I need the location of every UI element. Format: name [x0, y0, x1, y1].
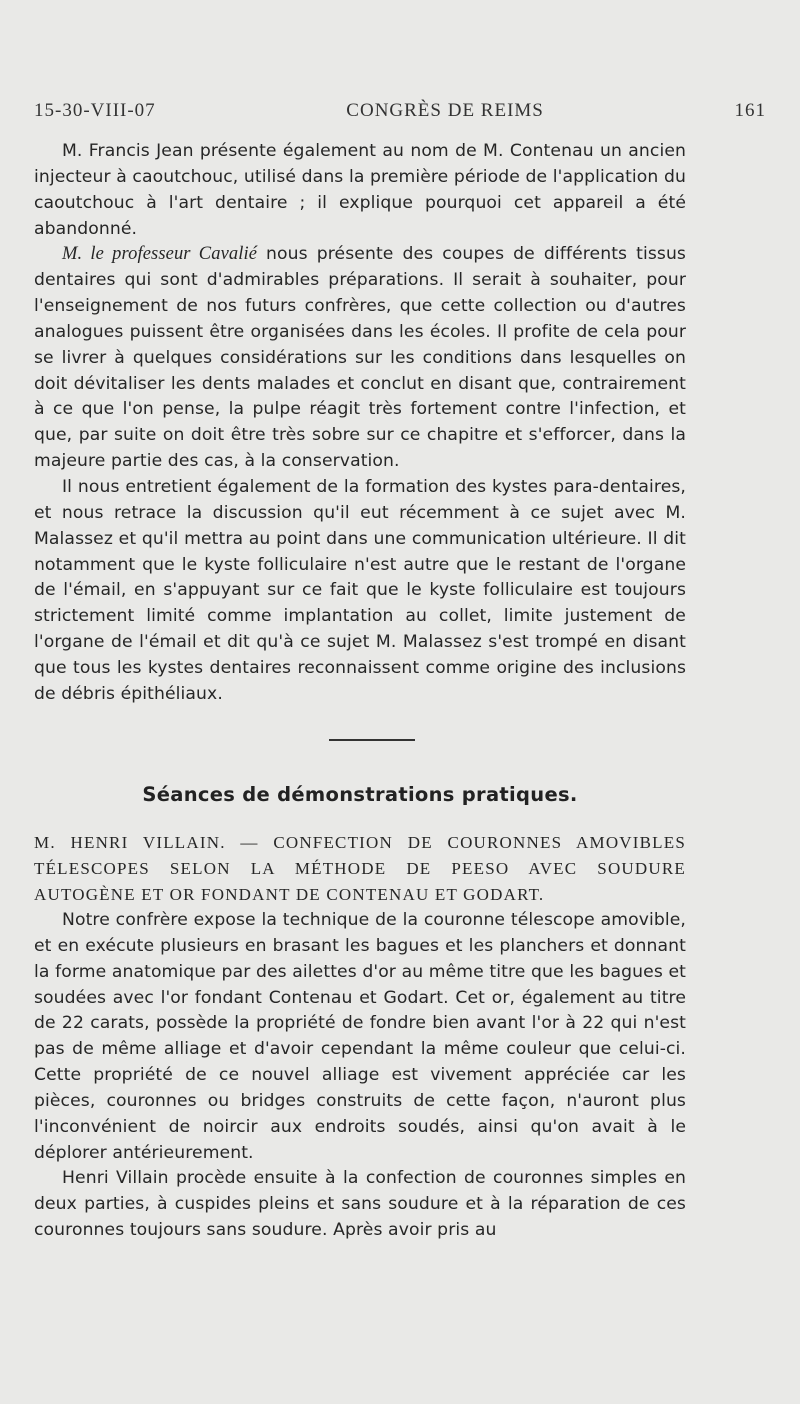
demonstration-heading: M. HENRI VILLAIN. — CONFECTION DE COURONNES AMOVIBLES TÉLESCOPES SELON LA MÉTHODE DE PEESO AVEC SOUDURE AUTOGÈNE ET OR FONDANT DE CONTENAU ET GODART. [34, 833, 686, 904]
paragraph-villain-couronnes: Henri Villain procède ensuite à la confection de couronnes simples en deux parties, à cuspides pleins et sans soudure et à la réparation de ces couronnes toujours sans soudure. Après avoir pris au [34, 1168, 686, 1241]
paragraph-kystes: Il nous entretient également de la formation des kystes para-dentaires, et nous retrace la discussion qu'il eut récemment à ce sujet avec M. Malassez et qu'il mettra au point dans une communication ultérieure. Il dit notamment que le kyste folliculaire n'est autre que le restant de l'organe de l'émail, en s'appuyant sur ce fait que le kyste folliculaire est toujours strictement limité comme implantation au collet, limite justement de l'organe de l'émail et dit qu'à ce sujet M. Malassez s'est trompé en disant que tous les kystes dentaires reconnaissent comme origine des inclusions de débris épithéliaux. [34, 476, 686, 704]
body-text-lower [34, 908, 686, 1244]
page-number: 161 [734, 100, 766, 121]
paragraph-cavalie [34, 242, 686, 475]
section-title: Séances de démonstrations pratiques. [142, 783, 578, 806]
header-left: 15-30-VIII-07 [34, 100, 156, 121]
running-head [34, 100, 766, 122]
paragraph-couronne-telescope: Notre confrère expose la technique de la couronne télescope amovible, et en exécute plusieurs en brasant les bagues et les planchers et donnant la forme anatomique par des ailettes d'or au même titre que les bagues et soudées avec l'or fondant Contenau et Godart. Cet or, également au titre de 22 carats, possède la propriété de fondre bien avant l'or à 22 qui n'est pas de même alliage et d'avoir cependant la même couleur que celui-ci. Cette propriété de ce nouvel alliage est vivement appréciée car les pièces, couronnes ou bridges construits de cette façon, n'auront plus l'inconvénient de noircir aux endroits soudés, ainsi qu'on avait à le déplorer antérieurement. [34, 910, 686, 1163]
header-title: CONGRÈS DE REIMS [346, 100, 544, 121]
paragraph-cavalie-text: nous présente des coupes de différents tissus dentaires qui sont d'admirables préparations. Il serait à souhaiter, pour l'enseignement de nos futurs confrères, que cette collection ou d'autres analogues puissent être organisées dans les écoles. Il profite de cela pour se livrer à quelques considérations sur les conditions dans lesquelles on doit dévitaliser les dents malades et conclut en disant que, contrairement à ce que l'on pense, la pulpe réagit très fortement contre l'infection, et que, par suite on doit être très sobre sur ce chapitre et s'efforcer, dans la majeure partie des cas, à la conservation. [34, 244, 686, 472]
paragraph-contenau-injector: M. Francis Jean présente également au nom de M. Contenau un ancien injecteur à caoutchouc, utilisé dans la première période de l'application du caoutchouc à l'art dentaire ; il explique pourquoi cet appareil a été abandonné. [34, 141, 686, 239]
body-text-upper [34, 139, 686, 708]
section-divider [329, 739, 415, 741]
speaker-name: M. le professeur Cavalié [62, 244, 258, 265]
